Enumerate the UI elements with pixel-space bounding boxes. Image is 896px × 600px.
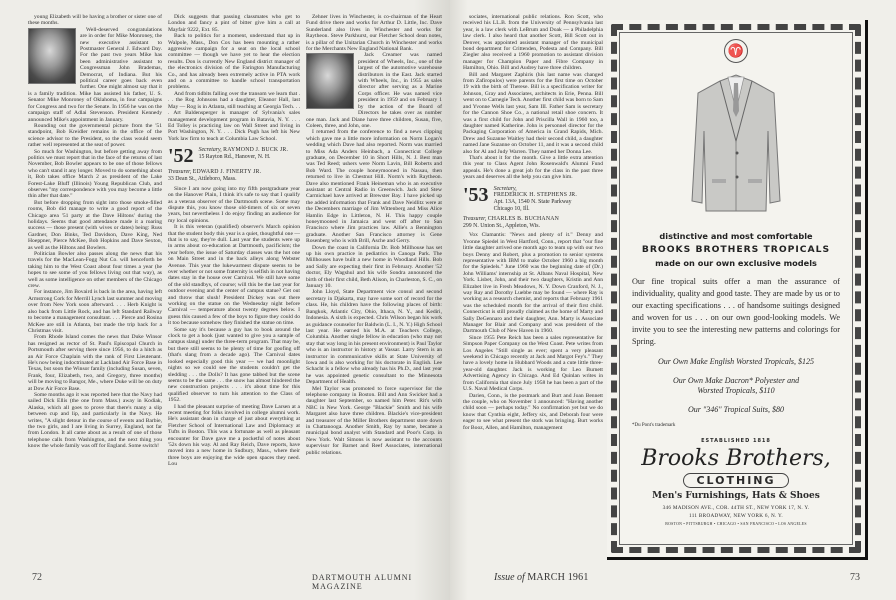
paragraph bbox=[28, 149, 162, 200]
class-53-header bbox=[463, 183, 603, 213]
paragraph-text: From Rhode Island comes the news that Duke Winsor has resigned as rector of St. Paul's Episcopal Church in Portsmouth after serving there since 1956, to do a hitch as an Air Force Chaplain with the rank of First Lieutenant. He's now being indoctrinated at Lackland Air Force Base in Texas, but soon the Winsor family (including Susan, seven, Frank, four, Elizabeth, two, and Gregory, three months) will be moving to Bangor, Me., where Duke will be on duty at Dow Air Force Base. bbox=[28, 334, 163, 392]
paragraph-text: I returned from the conference to find a news clipping which gave me a little more information on Norm Logan's wedding which Dave had also reported. Norm was married to Miss Ada Anders Heinbach, a Connecticut College graduate, on December 10 in Short Hills, N. J. Best man was Ted Reed; ushers were Norm Lavin, Bill Roberts and Bob Ward. The couple honeymooned in Nassau, then returned to live in Chestnut Hill. Norm's with Raytheon. Dave also mentioned Frank Heineman who is an executive assistant at Central Radio in Greenwich. Jack and Stew Carmichael have arrived at Brewster Bay. I have picked up the added information that Frank and Dave Neidlitz were at the Decembers marriage of Jim Wittenberg and Miss Alice Hamlin Edge in Littleton, N. H. This happy couple honeymooned in Jamaica and went off after to San Francisco where Jim practices law. Allie's a Bennington graduate. Another San Francisco attorney is Gene Rosenberg who is with Brill, Asche and Gerry. bbox=[306, 129, 442, 245]
treasurer-address: 299 N. Union St., Appleton, Wis. bbox=[463, 222, 540, 229]
established-line: ESTABLISHED 1818 bbox=[701, 438, 771, 444]
paragraph-text: But before dropping from sight into those smoke-filled rooms, Bob did manage to write a good report of the Chicago area '51 party at the Dave Hiltons' during the holidays. Seems that good attendance made it a roaring success — those present (with wives or dates) being: Russ Gardner, Don Binks, Ted Davidson, Dave King, Ned Hoeppner, Pierce McKee, Bob Hopkins and Dave Sexton, as well as the Hiltons and Bowlers. bbox=[28, 199, 162, 251]
paragraph bbox=[168, 186, 300, 224]
treasurer-label: Treasurer, bbox=[168, 169, 192, 176]
brooks-brothers-advertisement bbox=[607, 20, 868, 560]
paragraph-text: Dick suggests that passing classmates who get to London and fancy a pint of bitter give him a call at Mayfair 9222, Ext. 85. bbox=[168, 14, 300, 33]
column-2-bottom bbox=[168, 186, 300, 468]
paragraph bbox=[306, 52, 442, 129]
secretary-name: RAYMOND J. BUCK JR. bbox=[223, 147, 289, 154]
furnishings-line: Men's Furnishings, Hats & Shoes bbox=[652, 491, 820, 501]
paragraph-text: Down the coast in California Dr. Bob Millhouse has set up his own practice in pediatrics in Canoga Park. The Millhouses have built a new home in Woodland Hills. Bob and Sally are expecting their first in February. Another '52 doctor, Ely Wagshul and his wife Sondra announced the birth of their first child, Beth Alison, in Charleston, S. C., on January 10. bbox=[306, 244, 442, 290]
class-year: '52 bbox=[168, 145, 194, 168]
paragraph-text: I had the pleasant surprise of meeting Dave Larsen at a recent meeting for folks involved in college alumni work. He's assistant dean in charge of just about everything at Fletcher School of International Law and Diplomacy at Tufts in Boston. This was a fortunate as well as pleasant encounter for Dave gave me a pocketful of notes about '52s down his way. Al and Ray Reich, Dave reports, have moved into a new home in Sudbury, Mass., where their three boys are enjoying the wide open spaces they need. Lou bbox=[168, 403, 300, 468]
paragraph-text: Some months ago it was reported here that the Navy had sailed Dick Ellis (the one from Mass.) away in Kodiak, Alaska, which all goes to prove that there's many a slip between cup and lip, and particularly in the Navy. He writes, "A slight detour in the course of events and Barbie, the two girls, and I are living in Surrey, England, not far from London. It all came about as a result of one of those telephone calls from Washington, and the next thing you know the whole family was off for England. Some switch! bbox=[28, 391, 162, 450]
paragraph bbox=[28, 123, 162, 149]
paragraph bbox=[168, 91, 300, 142]
paragraph-text: Since 1955 Pete Reich has been a sales representative for Simpson Paper Company on the West Coast. Pete writes from Los Angeles "Still single as ever; spent a very pleasant weekend in Chicago recently at Jack and Margot Fey's." They have a lovely home in Hubbard Woods and a cute little three-year-old daughter. Jack is working for Leo Burnett Advertising Agency in Chicago. And Ed Quinlan writes in from California that since July 1958 he has been a part of the U.S. Naval Medical Corps. bbox=[463, 334, 603, 393]
paragraph-text: Rounding out the governmental picture from the '51 standpoint, Bob Kreidler remains in the office of the science advisor to the President, so the class would seem rather well represented at the seat of power. bbox=[28, 122, 162, 149]
paragraph bbox=[306, 386, 442, 456]
paragraph bbox=[306, 14, 442, 52]
paragraph-text: It is this veteran (qualified) observer's March opinion that the student body this year is a quiet, thoughtful one — that is to say, they're dull. Last year the students were up in arms about co-education at Dartmouth, pacificism; the year before, the issue of Saturday classes was the hot one on Main Street and in the back alleys along Webster Avenue. This year the lukewarmest dispute seems to be over whether or not some fraternity is selfish in not having dates stay in the house over Carnival. We still have some of the old standbys, of course; will this be the last year for outdoor evening and the center of campus statue? Get out and throw that slush! President Dickey was out there working on the statue on the Wednesday night before Carnival — temperature about twenty degrees below. I guess this caused a few of the boys to figure they could do it too because somehow they finished the statue on time. bbox=[168, 224, 300, 327]
paragraph-text: And from tidbits falling over the transom we learn that . . . the Rog Johnsons had a daughter, Eleanor Hall, last May — Rog is in Atlanta, still teaching at Georgia Tech. . . . Art Baldensperger is manager of Sylvania's sales management development program in Batavia, N. Y. . . . Ed Tolley is practicing law on Wall Street and living in Port Washington, N. Y. . . . Dick Pugh has left his New York law firm to teach at Columbia Law School. bbox=[168, 90, 300, 142]
suit-jacket-illustration bbox=[690, 71, 782, 221]
paragraph bbox=[168, 224, 300, 327]
clothing-banner: CLOTHING bbox=[683, 473, 788, 488]
paragraph-text: Zehner lives in Winchester, is co-chairman of the Heart Fund drive there and works for Arthur D. Little, Inc. Dave Sunderland also lives in Winchester and works for Raytheon. Steve Parkhurst, our Fletcher School dean notes, is a pillar of the Unitarian Church in Winchester and works for the Merchants New England National Bank. bbox=[306, 14, 442, 53]
paragraph-text: young Elizabeth will be having a brother or sister one of these months. bbox=[28, 14, 162, 27]
treasurer-label: Treasurer, bbox=[463, 215, 487, 222]
paragraph bbox=[28, 392, 162, 450]
ad-tagline: distinctive and most comfortable bbox=[659, 231, 813, 241]
ad-content bbox=[619, 32, 853, 545]
portrait-photo bbox=[28, 28, 76, 84]
paragraph-text: Since I am now going into my fifth postgraduate year on the Hanover Plain, I think it's safe to say that I qualify as a veteran observer of the Dartmouth scene. Some may dispute this, you know those old-timers of six or seven years, but nevertheless I do enjoy finding an audience for my local opinions. bbox=[168, 185, 300, 224]
ad-headline: BROOKS BROTHERS TROPICALS bbox=[641, 244, 831, 255]
column-3 bbox=[306, 14, 442, 456]
column-right bbox=[463, 14, 603, 431]
magazine-title: DARTMOUTH ALUMNI MAGAZINE bbox=[312, 573, 413, 591]
address-line-1: 346 MADISON AVE., COR. 44TH ST., NEW YORK 17, N. Y. bbox=[662, 505, 810, 511]
paragraph bbox=[168, 327, 300, 404]
paragraph bbox=[168, 33, 300, 91]
issue-date-line bbox=[494, 572, 589, 583]
ad-body-copy: Our fine tropical suits offer a man the assurance of individuality, quality and good taste. They are made by us or to our exacting specifications . . . of handsome suitings designed and woven for us . . . on our own good-looking models. We invite you to see the interesting new patterns and colorings for Spring. bbox=[632, 277, 840, 346]
paragraph bbox=[306, 289, 442, 385]
trademark-note: *Du Pont's trademark bbox=[632, 423, 676, 428]
golden-fleece-emblem-icon: ♈ bbox=[724, 39, 748, 63]
branch-cities: BOSTON • PITTSBURGH • CHICAGO • SAN FRANCISCO • LOS ANGELES bbox=[665, 522, 807, 526]
paragraph bbox=[168, 14, 300, 33]
paragraph bbox=[463, 393, 603, 431]
paragraph-text: John Lloyd, State Department vice consul and second secretary in Djakarta, may have some sort of record for the class. He, his children have the following places of birth: Bangkok, Atlantic City, Ohio, Ithaca, N. Y., and Kediri, Indonesia. A sixth is expected. Chris Wilson began his work as guidance counselor for Baldwin (L. I., N. Y.) High School last year. He earned his M.A. at Teachers College, Columbia. Another single fellow in education (who may not stay that way long in his present environment) is Paul Taylor who is an instructor in history at Vassar. Larry Stern is an instructor in communicative skills at State University of Iowa and is also working for his doctorate in English. Lee Schacht is a fellow who already has his Ph.D., and last year he was appointed genetic consultant to the Minnesota Department of Health. bbox=[306, 289, 442, 386]
paragraph-text: Politician Bowler also passes along the news that his travels for the MacLean-Fogg Nut Co. will henceforth be taking him to the West Coast about four times a year (he hopes to see some of you fellows living out that way), as well as some intelligence on other members of the Chicago crew. bbox=[28, 251, 162, 290]
secretary-name: FREDERICK H. STEPHENS JR. bbox=[493, 192, 577, 199]
paragraph-text: So much for Washington, but before getting away from politics we must report that in the face of the returns of last November, Bob Bowler appears to be one of those fellows who can't stand it any longer. Moved to do something about it, Bob takes office March 2 as president of the Lake Forest-Lake Bluff (Illinois) Young Republican Club, and observes "my correspondence with you may become a little thin after that date." bbox=[28, 148, 162, 200]
paragraph bbox=[306, 245, 442, 290]
paragraph-text: Back to politics for a moment, understand that up in Walpole, Mass., Don Cox has been mounting a rather aggressive campaign for a seat on the local school committee — though we have yet to hear the election results. Don is currently New England district manager of the electronics division of the Farington Manufacturing Co., and has already been extremely active in PTA work and on a committee to handle school transportation problems. bbox=[168, 33, 300, 91]
class-52-header bbox=[168, 147, 300, 166]
page-number: 72 bbox=[32, 572, 42, 583]
column-right-bottom bbox=[463, 232, 603, 431]
class-year: '53 bbox=[463, 183, 489, 206]
brooks-brothers-logo: Brooks Brothers, bbox=[641, 446, 831, 471]
paragraph bbox=[28, 334, 162, 392]
paragraph bbox=[463, 232, 603, 335]
paragraph bbox=[463, 72, 603, 155]
column-1 bbox=[28, 14, 162, 450]
price-line-2: Our Own Make Dacron* Polyester and Worsted Tropicals, $110 bbox=[672, 376, 800, 395]
paragraph bbox=[28, 14, 162, 27]
paragraph bbox=[463, 335, 603, 393]
paragraph-text: sociates, international public relations. Ron Scott, who received his LL.B. from the University of Pennsylvania last year, is a law clerk with LeBrum and Doak — a Philadelphia law clerk. I also heard that another Scott, Bill Scott out in Denver, was appointed assistant manager of the municipal bond department for Crittenden, Podesta and Company. Bill Ziegler also received a 1960 promotion to assistant division manager for Champion Paper and Fibre Company in Hamilton, Ohio. Bill and Audrey have three children. bbox=[463, 14, 603, 72]
paragraph-text: Some say it's because a guy has to book around the clock to get a hook (just wanted to give you a sample of campus slang) under the three-term program. That may be, but there still seems to be plenty of time for goofing off (that's slang from a decade ago). The Carnival dates looked especially good this year — we had moonlight nights so we could see the students couldn't get the sledding . . . the Dolls? It has gone tabbed but the scene seems to be the same . . . the snow has almost hindered the new construction projects . . . it's about time for this qualified observer to turn his attention to the Class of 1952. bbox=[168, 326, 300, 404]
treasurer-name: CHARLES B. BUCHANAN bbox=[487, 215, 559, 222]
paragraph-text: Darien, Conn., is the postmark and Burt and Joan Bennett the couple, who on November 1 announced: "Having another child soon — perhaps today." No confirmation yet but we do know that Cynthia eight, Jeffery six, and Deborah four were eager to see what present the stork was bringing. Burt works for Booz, Allen, and Hamilton, management bbox=[463, 392, 603, 431]
paragraph bbox=[28, 27, 162, 123]
treasurer-address: 33 Dean St., Attleboro, Mass. bbox=[168, 175, 237, 182]
page-number: 73 bbox=[850, 572, 860, 583]
price-line-3: Our "346" Tropical Suits, $80 bbox=[688, 405, 784, 414]
paragraph-text: Mel Taylor was promoted to force supervisor for the telephone company in Boston. Bill and Ann Swicker had a daughter last September, so named him Peter. Rit's with NBC in New York. George "Blackie" Smith and his wife Margaret also have three children. Blackie's vice-president and treasurer of the Miller Brothers department store down in Chattanooga. Another Smith, Ray by name, became a municipal bond analyst with Standard and Poor's Corp. in New York. Walt Simons is now assistant to the accounts supervisor for Barnet and Reef Associates, international public relations. bbox=[306, 385, 442, 456]
secretary-city: Chicago 10, Ill. bbox=[493, 205, 530, 212]
secretary-label: Secretary, bbox=[198, 147, 222, 154]
paragraph bbox=[463, 155, 603, 181]
issue-date: MARCH 1961 bbox=[527, 572, 589, 583]
secretary-label: Secretary, bbox=[493, 185, 517, 192]
paragraph bbox=[28, 289, 162, 334]
secretary-address: Apt. 13A, 1540 N. State Parkway bbox=[493, 199, 572, 206]
paragraph bbox=[28, 251, 162, 289]
portrait-photo bbox=[306, 53, 354, 109]
class-53-treasurer bbox=[463, 216, 603, 230]
column-2-top bbox=[168, 14, 300, 142]
paragraph-text: For instance, Jim Bovaird is back in the area, having left Armstrong Cork for Merrill Lynch last summer and moving over from New York soon afterward. . . . Herb Knight is also back from Little Rock, and has left Standard Railway to become a management consultant. . . . Pierce and Rosina McKee are still in Atlanta, but made the trip back for a Christmas visit. bbox=[28, 289, 162, 334]
paragraph bbox=[463, 14, 603, 72]
secretary-address: 15 Rayton Rd., Hanover, N. H. bbox=[198, 153, 271, 160]
column-2 bbox=[168, 14, 300, 468]
treasurer-name: EDWARD J. FINERTY JR. bbox=[192, 169, 262, 176]
paragraph-text: Well-deserved congratulations are in order for Mike Monroney, the new executive assistant to Postmaster General J. Edward Day. For the past two years Mike has been administrative assistant to Congressman John Brademas, Democrat, of Indiana. But his political career goes back even further. One might almost say that it is a family tradition. Mike has assisted his father, U. S. Senator Mike Monroney of Oklahoma, in four campaigns for Congress and two for the Senate. In 1956 he was on the campaign staff of Adlai Stevenson. President Kennedy announced Mike's appointment in January. bbox=[28, 26, 162, 123]
paragraph-text: Jack Creamer was named president of Wheels, Inc., one of the largest of the automotive warehouse distributors in the East. Jack started with Wheels, Inc., in 1955 as sales director after serving as a Marine Corps officer. He was named vice president in 1959 and on February 1 by the action of the Board of Directors he takes over as number one man. Jack and Diane have three children, Susan, five, Coleen, three, and John, one. bbox=[306, 52, 442, 129]
issue-prefix: Issue of bbox=[494, 572, 525, 583]
paragraph bbox=[168, 404, 300, 468]
paragraph bbox=[28, 200, 162, 251]
paragraph-text: Vox Clamantis: "News and plenty of it." Denny and Yvonne Spiedel in West Hartford, Conn., report that "our fine little daughter arrived one month ago to team up with our two boys Denny and Robert, plus a promotion to senior systems representative with IBM to make October 1960 a big month for the Spiedels." June 1960 was the beginning date of (Dr.) John Williams' internship at St. Albans Naval Hospital, New York. Lisbet, John, and their two daughters, Kristin and Ann Elizabet live in Fresh Meadows, N. Y. Down Cranford, N. J., way Ray and Dorothy Luebbe may be found — where Ray is working as a research chemist, and reports that February 1961 was the scheduled month for the arrival of their first child. Connecticut is still proudly claimed as the home of Marty and Sally DeGennaro and their daughter, Ann. Marty is Associate Manager for Blair and Company and was president of the Dartmouth Club of New Haven in 1960. bbox=[463, 232, 603, 335]
paragraph-text: Bill and Margaret Zaphiris (his last name was changed from Zafiropulos) were parents for the first time on October 19 with the birth of Therese. Bill is a specification writer for Johnson, Gray and Associates, architects in Erie, Penna. Bill went on to Carnegie Tech. Another first child was born to Sam and Yvonne Wells last year, Sam III. Father Sam is secretary for the Cannon Shoe Co., a national retail shoe concern. It was a first child for John and Priscilla Wall in 1960 too, a daughter named Katherine. John is personnel director for the Packaging Corporation of America in Grand Rapids, Mich. Drew and Suzanne Waitley had their second child, a daughter named Jane Suzanne on October 11, and it was a second child also for Al and Judy Warren. They named her Donna Lee. bbox=[463, 71, 603, 155]
paragraph bbox=[306, 129, 442, 244]
address-line-2: 111 BROADWAY, NEW YORK 6, N. Y. bbox=[689, 513, 783, 519]
ad-subheadline: made on our own exclusive models bbox=[655, 258, 817, 268]
paragraph-text: That's about it for the month. Give a little extra attention this year to Class Agent John Rosenwald's Alumni Fund appeals. He's done a great job for the class in the past three years and deserves all the help you can give him. bbox=[463, 154, 603, 181]
column-right-top bbox=[463, 14, 603, 181]
class-52-treasurer bbox=[168, 169, 300, 183]
price-line-1: Our Own Make English Worsted Tropicals, $125 bbox=[657, 357, 815, 366]
